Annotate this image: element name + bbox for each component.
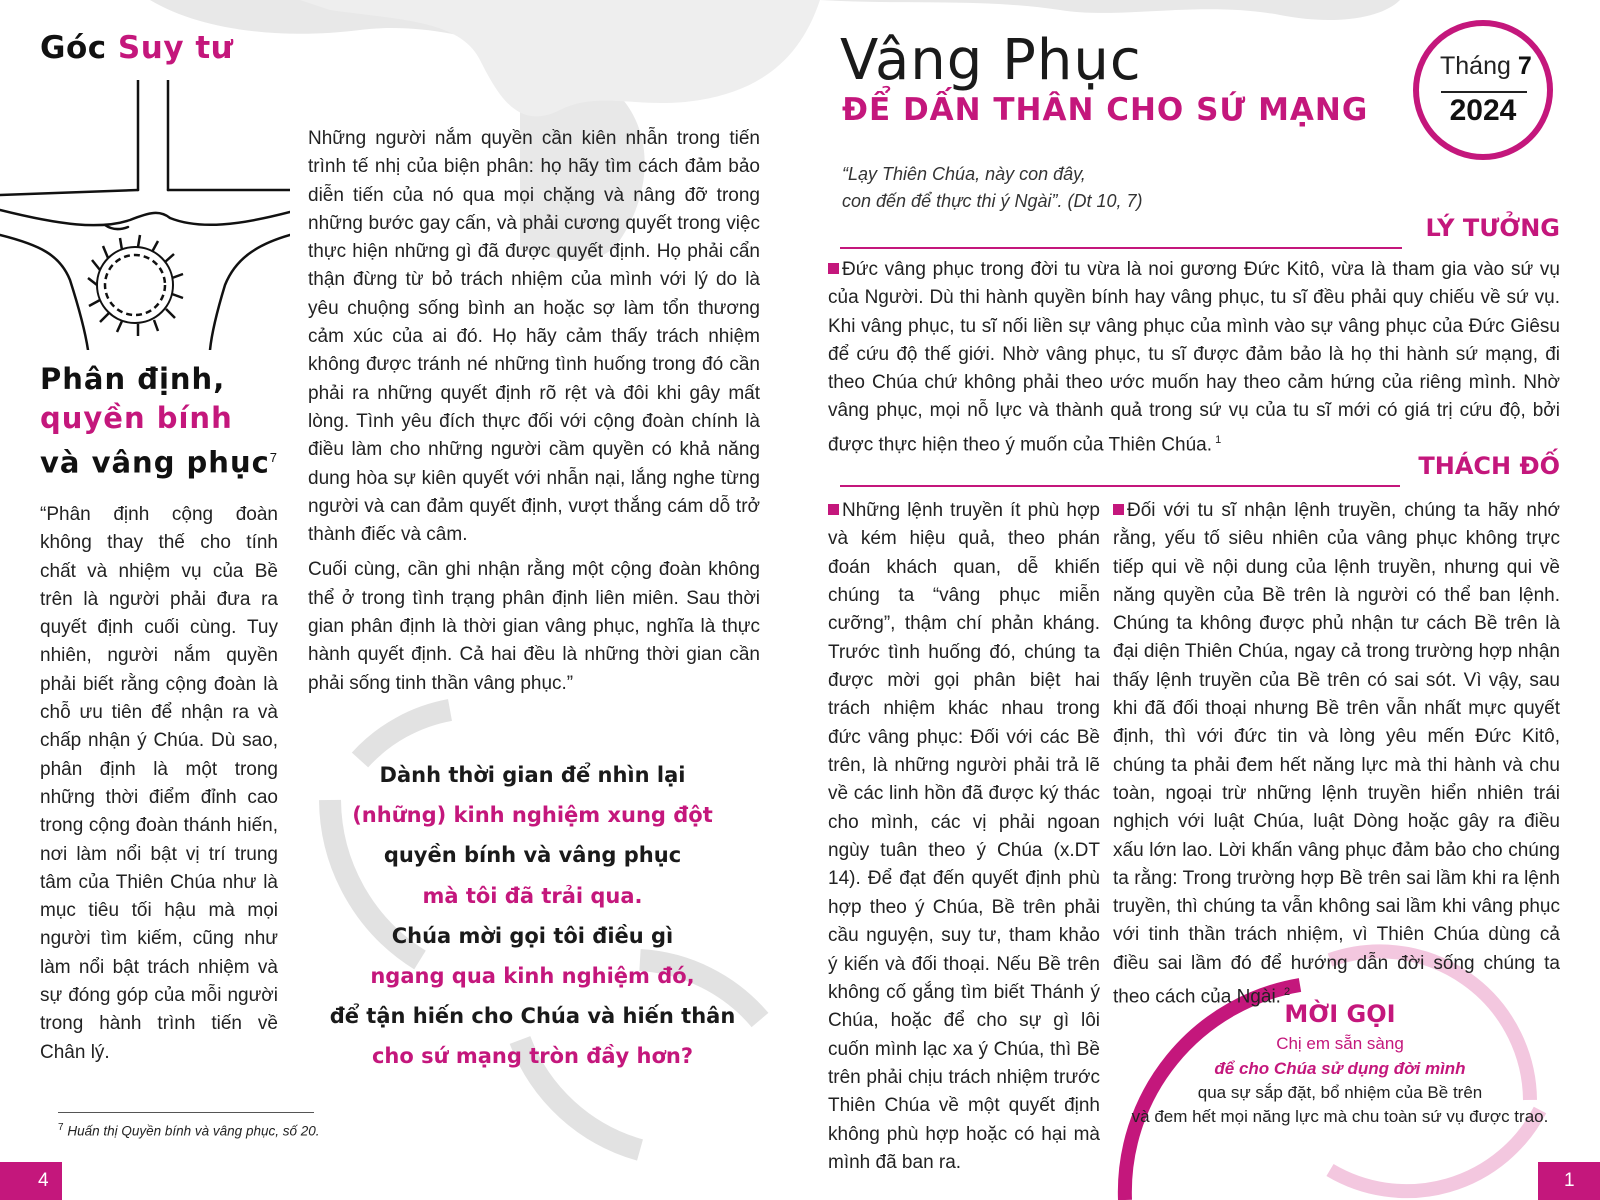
middle-paragraph-2: Cuối cùng, cần ghi nhận rằng một cộng đoàn không thể ở trong tình trạng phân định liên miên. Sau thời gian phân định là thời gian vâng phục, nghĩa là thực hành quyết định. Cả hai đều là những thời gian cần phải sống tinh thần vâng phục.” xyxy=(308,559,760,694)
invitation-line1: Chị em sẵn sàng xyxy=(1276,1034,1404,1053)
reflection-line: Dành thời gian để nhìn lại xyxy=(379,763,686,787)
quote-line2: con đến để thực thi ý Ngài”. (Dt 10, 7) xyxy=(842,191,1143,211)
invitation-line2: để cho Chúa sử dụng đời mình xyxy=(1214,1059,1466,1078)
section-ref-ideal: 1 xyxy=(1215,433,1222,446)
reflection-line: để tận hiến cho Chúa và hiến thân xyxy=(329,1004,736,1029)
reflection-line: cho sứ mạng tròn đầy hơn? xyxy=(371,1044,694,1069)
footnote-text: Huấn thị Quyền bính và vâng phục, số 20. xyxy=(67,1123,320,1139)
section-rule-challenge xyxy=(840,485,1400,487)
challenge-column-2 xyxy=(1113,497,1560,1012)
footnote xyxy=(58,1122,320,1139)
article-title-line2: quyền bính xyxy=(40,401,233,435)
invitation-line3: qua sự sắp đặt, bổ nhiệm của Bề trên xyxy=(1197,1083,1483,1102)
reflection-prompt xyxy=(305,755,760,1077)
middle-column xyxy=(308,125,760,705)
page-number-left: 4 xyxy=(0,1162,62,1200)
middle-paragraph-1: Những người nắm quyền cần kiên nhẫn trong tiến trình tế nhị của biện phân: họ hãy tìm cách đảm bảo diễn tiến của nó qua mọi chặng và nâng đỡ trong những bước gay cấn, và phải cương quyết trong việc thực hiện những gì đã được quyết định. Họ phải cẩn thận đừng từ bỏ trách nhiệm của mình với lý do là yêu chuộng sống bình an hoặc sợ làm tổn thương cảm xúc của ai đó. Họ hãy cảm thấy trách nhiệm không được tránh né những tình huống trong đó cần phải ra những quyết định rõ rệt và đôi khi gây mất lòng. Tình yêu đích thực đối với cộng đoàn chính là điều làm cho những người cầm quyền có khả năng dung hòa sự kiên quyết với nhẫn nại, lắng nghe từng người và can đảm quyết định, vượt thắng cám dỗ trở thành điếc và câm. xyxy=(308,128,760,546)
left-column-text: “Phân định cộng đoàn không thay thế cho tính chất và nhiệm vụ của Bề trên là người phải đưa ra quyết định cuối cùng. Tuy nhiên, người nắm quyền phải biết rằng cộng đoàn là chỗ ưu tiên để nhận ra và chấp nhận ý Chúa. Dù sao, phân định là một trong những thời điểm đỉnh cao trong cộng đoàn thánh hiến, nơi làm nổi bật vị trí trung tâm của Thiên Chúa như là mục tiêu tối hậu mà mọi người tìm kiếm, cũng như làm nổi bật trách nhiệm và sự đóng góp của mỗi người trong hành trình tiến về Chân lý. xyxy=(40,504,278,1063)
section-header xyxy=(40,30,233,66)
badge-month-number: 7 xyxy=(1517,52,1532,80)
page-subtitle: ĐỂ DẤN THÂN CHO SỨ MẠNG xyxy=(842,92,1369,128)
title-footnote-ref: 7 xyxy=(269,450,278,465)
quote-line1: “Lạy Thiên Chúa, này con đây, xyxy=(842,164,1086,184)
challenge-column-1-text: Những lệnh truyền ít phù hợp và kém hiệu quả, theo phán đoán khách quan, dễ khiến chúng ta “vâng phục miễn cưỡng”, thậm chí phản kháng. Trước tình huống đó, chúng ta được mời gọi phân biệt hai trách nhiệm khác nhau trong đức vâng phục: Đối với các Bề trên, là những người phải trả lẽ về các linh hồn đã được ký thác cho mình, các vị phải ngoan ngùy tuân theo ý Chúa (x.DT 14). Để đạt đến quyết định phù hợp theo ý Chúa, Bề trên phải cầu nguyện, suy tư, tham khảo ý kiến và đối thoại. Nếu Bề trên không cố gắng tìm biết Thánh ý Chúa, hoặc để cho sự gì lôi cuốn mình lạc xa ý Chúa, thì Bề trên phải chịu trách nhiệm trước Thiên Chúa về một quyết định không phù hợp hoặc có hại mà mình đã ban ra. xyxy=(828,500,1100,1173)
section-heading-invitation: MỜI GỌI xyxy=(1284,1000,1396,1028)
section-rule-ideal xyxy=(840,247,1402,249)
bullet-icon xyxy=(828,504,839,515)
scripture-quote xyxy=(842,161,1143,215)
section-text-ideal xyxy=(828,256,1560,459)
reflection-line: mà tôi đã trải qua. xyxy=(422,883,643,908)
section-heading-challenge: THÁCH ĐỐ xyxy=(1418,452,1560,480)
badge-divider xyxy=(1441,91,1527,93)
section-ref-challenge: 2 xyxy=(1284,986,1291,999)
challenge-column-2-text: Đối với tu sĩ nhận lệnh truyền, chúng ta hãy nhớ rằng, yếu tố siêu nhiên của vâng phục không trực tiếp qui về nội dung của lệnh truyền, nhưng qui về năng quyền của Bề trên là người có thể ban lệnh. Chúng ta không được phủ nhận tư cách Bề trên là đại diện Thiên Chúa, ngay cả trong trường hợp nhận thấy lệnh truyền của Bề trên có sai sót. Vì vậy, sau khi đã đối thoại nhưng Bề trên vẫn nhất mực quyết định, thì với đức tin và lòng yêu mến Đức Kitô, chúng ta phải đem hết năng lực mà thi hành và chu toàn, ngoại trừ những lệnh truyền hiển nhiên trái nghịch với luật Chúa, luật Dòng hoặc gây ra điều xấu lớn lao. Lời khấn vâng phục đảm bảo cho chúng ta rằng: Trong trường hợp Bề trên sai lầm khi ra lệnh truyền, thì chúng ta vẫn không sai lầm khi vâng phục với tinh thần trách nhiệm, vì Thiên Chúa dùng cả điều sai lầm đó để hướng dẫn đời sống chúng ta theo cách của Ngài. xyxy=(1113,500,1560,1008)
bullet-icon xyxy=(828,263,839,274)
section-header-word2: Suy tư xyxy=(117,30,234,66)
footnote-divider xyxy=(58,1112,314,1113)
section-header-word1: Góc xyxy=(40,30,107,66)
invitation-box xyxy=(1100,1000,1580,1127)
article-title-line3: và vâng phục xyxy=(40,445,270,480)
invitation-line4: và đem hết mọi năng lực mà chu toàn sứ vụ được trao. xyxy=(1131,1107,1549,1126)
crucifix-illustration xyxy=(0,80,290,350)
badge-month xyxy=(1440,52,1530,81)
section-heading-ideal: LÝ TƯỞNG xyxy=(1425,214,1560,242)
article-title-line1: Phân định, xyxy=(40,362,226,396)
page-number-right: 1 xyxy=(1538,1162,1600,1200)
badge-year: 2024 xyxy=(1449,94,1517,127)
article-title xyxy=(40,360,277,483)
reflection-line: (những) kinh nghiệm xung đột xyxy=(352,803,713,828)
reflection-line: Chúa mời gọi tôi điều gì xyxy=(391,923,674,948)
badge-month-label: Tháng xyxy=(1440,52,1511,80)
date-badge xyxy=(1413,20,1553,160)
reflection-line: ngang qua kinh nghiệm đó, xyxy=(370,964,695,989)
page-title: Vâng Phục xyxy=(840,28,1142,93)
section-text-ideal-body: Đức vâng phục trong đời tu vừa là noi gương Đức Kitô, vừa là tham gia vào sứ vụ của Người. Dù thi hành quyền bính hay vâng phục, tu sĩ đều phải quy chiếu về sứ vụ. Khi vâng phục, tu sĩ nối liền sự vâng phục của mình vào sự vâng phục của Đức Giêsu để cứu độ thế giới. Nhờ vâng phục, tu sĩ được đảm bảo là họ thi hành sứ mạng, đi theo Chúa chứ không phải theo ước muốn hay theo cảm hứng của riêng mình. Nhờ vâng phục, mọi nỗ lực và thành quả trong sứ vụ của tu sĩ mới có giá trị cứu độ, bởi được thực hiện theo ý muốn của Thiên Chúa. xyxy=(828,259,1560,456)
bullet-icon xyxy=(1113,504,1124,515)
footnote-number: 7 xyxy=(58,1122,64,1133)
challenge-column-1 xyxy=(828,497,1100,1177)
reflection-line: quyền bính và vâng phục xyxy=(383,843,682,868)
